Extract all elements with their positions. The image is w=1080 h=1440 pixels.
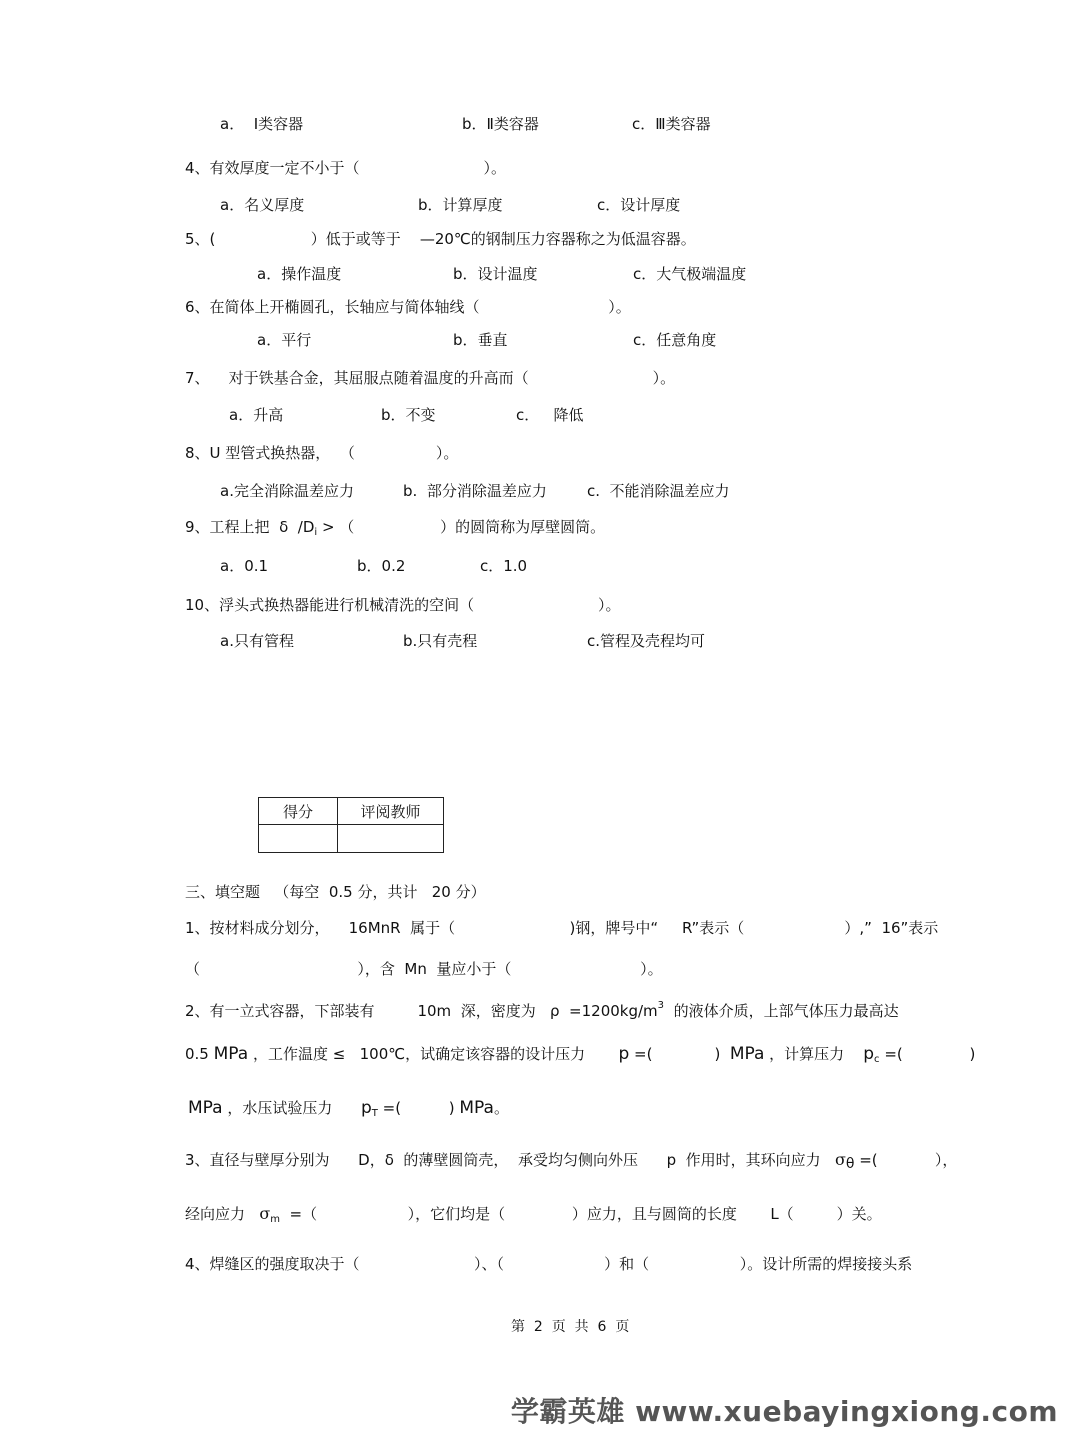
q9-option-c: c．1.0 [480, 557, 528, 575]
fill1-line1: 1、按材料成分划分， 16MnR 属于（ )钢，牌号中“ R”表示（ ）,” 16”表示 [185, 919, 939, 937]
q8-option-a: a.完全消除温差应力 [220, 482, 354, 500]
q8-option-c: c. 不能消除温差应力 [587, 482, 730, 500]
fill2-calc-label: ，计算压力 [764, 1045, 864, 1063]
fill2-line3 [188, 1099, 509, 1120]
q4-option-c: c．设计厚度 [597, 196, 681, 214]
fill3-line2 [185, 1205, 882, 1226]
q9-subscript: i [314, 527, 318, 538]
fill2-line1 [185, 1000, 899, 1020]
fill2-line2 [185, 1045, 975, 1066]
symbol-p: p [360, 1098, 372, 1118]
q10-option-c: c.管程及壳程均可 [587, 632, 706, 650]
q7-option-a: a．升高 [229, 406, 284, 424]
section3-title: 三、填空题 （每空 0.5 分，共计 20 分） [185, 883, 486, 901]
subscript-theta: θ [845, 1156, 855, 1172]
page-number: 第 2 页 共 6 页 [511, 1319, 630, 1335]
q5-option-a: a．操作温度 [257, 265, 342, 283]
fill2-test-label: ，水压试验压力 [222, 1099, 361, 1117]
symbol-p: p [618, 1044, 630, 1064]
fill2-design-blank: =( ) [629, 1045, 730, 1063]
q3-option-a: a． Ⅰ类容器 [220, 115, 304, 133]
q9-option-b: b．0.2 [357, 557, 406, 575]
q4-option-a: a．名义厚度 [220, 196, 305, 214]
grader-cell [338, 825, 444, 853]
subscript-t: T [371, 1108, 378, 1119]
score-cell [259, 825, 338, 853]
q5-stem: 5、( ）低于或等于 —20℃的钢制压力容器称之为低温容器。 [185, 230, 696, 248]
symbol-sigma: σ [834, 1150, 846, 1169]
q10-option-a: a.只有管程 [220, 632, 294, 650]
q7-stem: 7、 对于铁基合金，其屈服点随着温度的升高而（ ）。 [185, 369, 676, 387]
q9-stem [185, 519, 605, 539]
q6-option-a: a．平行 [257, 331, 312, 349]
q6-stem: 6、在简体上开椭圆孔，长轴应与简体轴线（ ）。 [185, 298, 631, 316]
q7-option-b: b．不变 [381, 406, 436, 424]
fill3-line1-text: 3、直径与壁厚分别为 D，δ 的薄壁圆筒壳， 承受均匀侧向外压 p 作用时，其环向应力 [185, 1151, 835, 1169]
symbol-p: p [863, 1044, 875, 1064]
score-table [258, 797, 444, 853]
fill2-calc-blank: =( ) [879, 1045, 976, 1063]
q9-stem-text: 9、工程上把 δ /D [185, 518, 315, 536]
q8-option-b: b. 部分消除温差应力 [403, 482, 547, 500]
unit-mpa: MPa [213, 1044, 249, 1064]
q9-stem-end: > （ ）的圆筒称为厚壁圆筒。 [317, 518, 606, 536]
q7-option-c: c． 降低 [516, 406, 584, 424]
fill1-line2: （ ），含 Mn 量应小于（ ）。 [185, 960, 663, 978]
score-header: 得分 [259, 798, 338, 825]
fill2-line1-text: 2、有一立式容器，下部装有 10m 深，密度为 ρ =1200kg/m [185, 1002, 658, 1020]
q9-option-a: a．0.1 [220, 557, 269, 575]
q5-option-c: c．大气极端温度 [633, 265, 747, 283]
fill3-line2-end: =（ ），它们均是（ ）应力，且与圆筒的长度 L（ ）关。 [279, 1205, 882, 1223]
grader-header: 评阅教师 [338, 798, 444, 825]
q6-option-b: b．垂直 [453, 331, 508, 349]
fill2-line1-end: 的液体介质，上部气体压力最高达 [664, 1002, 899, 1020]
fill2-test-blank: =( ) [377, 1099, 460, 1117]
unit-mpa: MPa [729, 1044, 765, 1064]
q10-stem: 10、浮头式换热器能进行机械清洗的空间（ ）。 [185, 596, 621, 614]
fill2-period: 。 [493, 1099, 509, 1117]
unit-mpa: MPa [459, 1098, 494, 1118]
q8-stem: 8、U 型管式换热器， （ ）。 [185, 444, 459, 462]
subscript-m: m [270, 1214, 280, 1225]
fill2-superscript: 3 [657, 1000, 665, 1011]
fill4-line1: 4、焊缝区的强度取决于（ ）、（ ）和（ ）。设计所需的焊接接头系 [185, 1255, 913, 1273]
subscript-c: c [874, 1054, 880, 1065]
q3-option-c: c．Ⅲ类容器 [632, 115, 711, 133]
fill3-line1 [185, 1151, 957, 1172]
site-watermark: 学霸英雄 www.xuebayingxiong.com [510, 1395, 1058, 1428]
symbol-sigma: σ [259, 1204, 271, 1223]
q3-option-b: b．Ⅱ类容器 [462, 115, 539, 133]
fill2-line2-text: ，工作温度 ≤ 100℃，试确定该容器的设计压力 [248, 1045, 619, 1063]
q4-stem: 4、有效厚度一定不小于（ ）。 [185, 159, 507, 177]
q4-option-b: b．计算厚度 [418, 196, 503, 214]
fill3-line1-end: =( ）， [854, 1151, 958, 1169]
fill2-pressure-value: 0.5 [185, 1045, 214, 1063]
unit-mpa: MPa [188, 1098, 223, 1118]
q10-option-b: b.只有壳程 [403, 632, 478, 650]
q6-option-c: c．任意角度 [633, 331, 717, 349]
q5-option-b: b．设计温度 [453, 265, 538, 283]
fill3-line2-text: 经向应力 [185, 1205, 260, 1223]
